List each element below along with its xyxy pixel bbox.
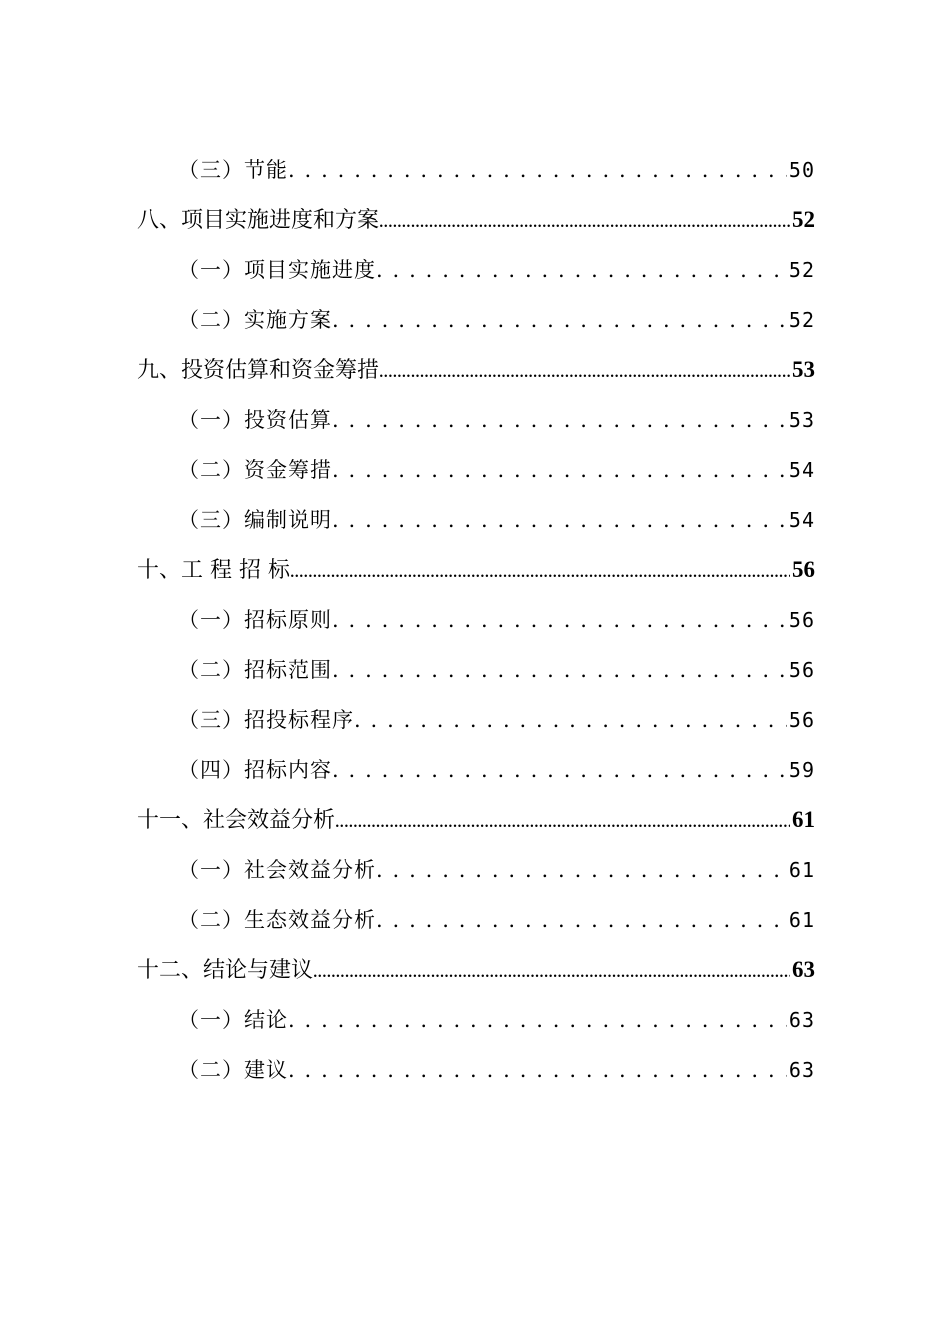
toc-entry[interactable] <box>137 795 815 845</box>
toc-entry-label: （一）结论 <box>178 1008 288 1032</box>
toc-entry-page: 61 <box>792 807 815 832</box>
toc-entry[interactable] <box>137 545 815 595</box>
toc-entry-page: 54 <box>788 458 815 482</box>
toc-entry[interactable] <box>137 945 815 995</box>
dot-leader <box>332 395 787 445</box>
toc-entry-label: 十、工 程 招 标 <box>137 558 290 583</box>
toc-entry-page: 52 <box>788 258 815 282</box>
dot-leader <box>332 595 787 645</box>
toc-entry-label: （三）编制说明 <box>178 508 332 532</box>
toc-entry[interactable] <box>178 895 815 945</box>
toc-entry-page: 53 <box>792 357 815 382</box>
toc-entry-page: 61 <box>788 858 815 882</box>
toc-entry-label: 十二、结论与建议 <box>137 958 314 983</box>
dot-leader <box>288 145 787 195</box>
toc-entry-label: 十一、社会效益分析 <box>137 808 336 833</box>
toc-entry[interactable] <box>178 145 815 195</box>
dot-leader <box>379 196 790 249</box>
toc-entry-page: 63 <box>788 1058 815 1082</box>
toc-entry-page: 63 <box>792 957 815 982</box>
dot-leader <box>379 346 790 399</box>
toc-entry-page: 56 <box>788 608 815 632</box>
dot-leader <box>332 645 787 695</box>
toc-entry-page: 63 <box>788 1008 815 1032</box>
toc-entry-label: （三）节能 <box>178 158 288 182</box>
toc-entry-label: （二）实施方案 <box>178 308 332 332</box>
toc-entry[interactable] <box>137 195 815 245</box>
toc-entry[interactable] <box>178 595 815 645</box>
toc-entry[interactable] <box>178 695 815 745</box>
toc-entry[interactable] <box>178 645 815 695</box>
toc-entry[interactable] <box>178 1045 815 1095</box>
dot-leader <box>288 1045 787 1095</box>
dot-leader <box>288 995 787 1045</box>
dot-leader <box>376 245 787 295</box>
toc-entry[interactable] <box>178 845 815 895</box>
toc-entry[interactable] <box>178 295 815 345</box>
toc-entry[interactable] <box>178 445 815 495</box>
toc-entry-label: （一）招标原则 <box>178 608 332 632</box>
toc-entry-page: 56 <box>788 658 815 682</box>
toc-entry-label: 九、投资估算和资金筹措 <box>137 358 380 383</box>
toc-entry-label: （二）招标范围 <box>178 658 332 682</box>
toc-entry-page: 59 <box>788 758 815 782</box>
toc-entry[interactable] <box>178 995 815 1045</box>
toc-entry[interactable] <box>178 395 815 445</box>
toc-entry-page: 52 <box>792 207 815 232</box>
dot-leader <box>376 895 787 945</box>
toc-entry[interactable] <box>178 745 815 795</box>
dot-leader <box>290 546 790 599</box>
toc-entry[interactable] <box>178 245 815 295</box>
dot-leader <box>335 796 790 849</box>
toc-entry-page: 56 <box>792 557 815 582</box>
dot-leader <box>354 695 787 745</box>
toc-entry-page: 56 <box>788 708 815 732</box>
toc-entry-label: （二）生态效益分析 <box>178 908 376 932</box>
dot-leader <box>313 946 790 999</box>
toc-entry-label: （一）项目实施进度 <box>178 258 376 282</box>
toc-entry-page: 53 <box>788 408 815 432</box>
toc-entry-label: （二）建议 <box>178 1058 288 1082</box>
dot-leader <box>332 445 787 495</box>
toc-entry-page: 50 <box>788 158 815 182</box>
dot-leader <box>376 845 787 895</box>
toc-entry-label: （一）投资估算 <box>178 408 332 432</box>
dot-leader <box>332 295 787 345</box>
dot-leader <box>332 495 787 545</box>
toc-entry[interactable] <box>137 345 815 395</box>
toc-entry-label: （一）社会效益分析 <box>178 858 376 882</box>
dot-leader <box>332 745 787 795</box>
toc-entry-label: （三）招投标程序 <box>178 708 354 732</box>
toc-entry-page: 52 <box>788 308 815 332</box>
toc-entry-page: 61 <box>788 908 815 932</box>
toc-entry-page: 54 <box>788 508 815 532</box>
toc-entry[interactable] <box>178 495 815 545</box>
toc-entry-label: （四）招标内容 <box>178 758 332 782</box>
toc-entry-label: 八、项目实施进度和方案 <box>137 208 380 233</box>
toc-entry-label: （二）资金筹措 <box>178 458 332 482</box>
